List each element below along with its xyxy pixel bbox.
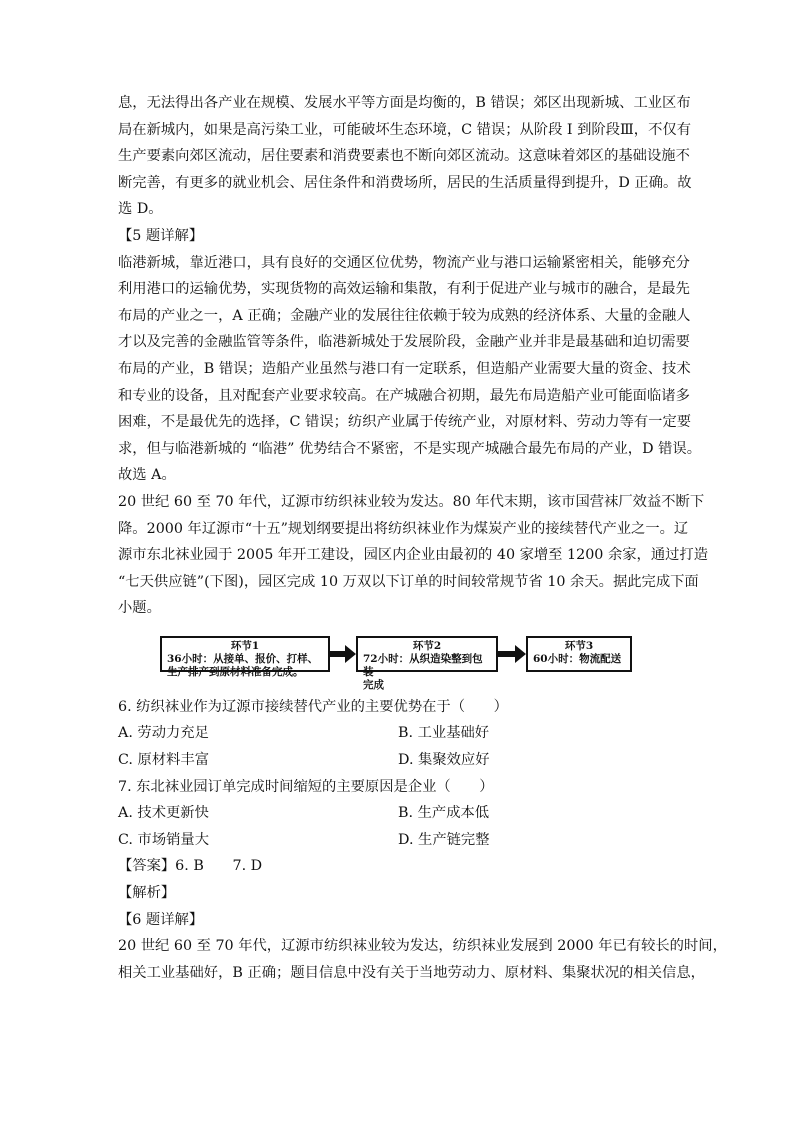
arrow-right-icon bbox=[498, 645, 526, 663]
option-row bbox=[118, 827, 678, 854]
step-3-title: 环节3 bbox=[564, 639, 594, 652]
text-line: 故选 A。 bbox=[118, 467, 176, 484]
step-2-line-2: 完成 bbox=[363, 678, 384, 691]
option-b: B. 生产成本低 bbox=[398, 805, 490, 822]
question-7 bbox=[118, 774, 678, 854]
option-c: C. 市场销量大 bbox=[118, 831, 210, 848]
option-a: A. 技术更新快 bbox=[118, 805, 209, 822]
text-line: 小题。 bbox=[118, 600, 161, 617]
q5-detail-header: 【5 题详解】 bbox=[118, 227, 204, 244]
step-1-title: 环节1 bbox=[230, 639, 260, 652]
option-row bbox=[118, 800, 678, 827]
option-a: A. 劳动力充足 bbox=[118, 725, 209, 742]
text-line: 利用港口的运输优势，实现货物的高效运输和集散，有利于促进产业与城市的融合，是最先 bbox=[118, 281, 690, 298]
text-line: 源市东北袜业园于 2005 年开工建设，园区内企业由最初的 40 家增至 1200 余家，通过打造 bbox=[118, 547, 709, 564]
text-line: 布局的产业之一，A 正确；金融产业的发展往往依赖于较为成熟的经济体系、大量的金融人 bbox=[118, 307, 691, 324]
text-line: 局在新城内，如果是高污染工业，可能破坏生态环境，C 错误；从阶段 I 到阶段Ⅲ，不仅有 bbox=[118, 121, 691, 138]
answer-line: 【答案】6. B 7. D bbox=[118, 858, 263, 875]
supply-chain-diagram bbox=[118, 632, 678, 694]
option-c: C. 原材料丰富 bbox=[118, 752, 210, 769]
paragraph-1 bbox=[118, 90, 692, 223]
text-line: 20 世纪 60 至 70 年代，辽源市纺织袜业较为发达，纺织袜业发展到 2000 年已有较长的时间， bbox=[118, 938, 727, 955]
step-1-line-1: 36小时：从接单、报价、打样、 bbox=[167, 652, 319, 665]
question-stem: 7. 东北袜业园订单完成时间缩短的主要原因是企业（ ） bbox=[118, 778, 494, 795]
text-line: 降。2000 年辽源市“十五”规划纲要提出将纺织袜业作为煤炭产业的接续替代产业之一。辽 bbox=[118, 520, 689, 537]
option-d: D. 生产链完整 bbox=[398, 831, 490, 848]
text-line: 选 D。 bbox=[118, 201, 163, 218]
step-3-box bbox=[526, 636, 632, 672]
option-row bbox=[118, 747, 678, 774]
text-line: 20 世纪 60 至 70 年代，辽源市纺织袜业较为发达。80 年代末期，该市国营袜厂效益不断下 bbox=[118, 493, 705, 510]
step-1-line-2: 生产排产到原材料准备完成。 bbox=[167, 665, 304, 678]
question-stem: 6. 纺织袜业作为辽源市接续替代产业的主要优势在于（ ） bbox=[118, 698, 508, 715]
text-line: 生产要素向郊区流动，居住要素和消费要素也不断向郊区流动。这意味着郊区的基础设施不 bbox=[118, 148, 690, 165]
paragraph-2 bbox=[118, 250, 701, 489]
step-1-box bbox=[160, 636, 330, 678]
text-line: “七天供应链”(下图)，园区完成 10 万双以下订单的时间较常规节省 10 余天。据此完成下面 bbox=[118, 573, 699, 590]
text-line: 和专业的设备，且对配套产业要求较高。在产城融合初期，最先布局造船产业可能面临诸多 bbox=[118, 387, 690, 404]
option-b: B. 工业基础好 bbox=[398, 725, 490, 742]
text-line: 困难，不是最优先的选择，C 错误；纺织产业属于传统产业，对原材料、劳动力等有一定要 bbox=[118, 414, 692, 431]
text-line: 才以及完善的金融监管等条件，临港新城处于发展阶段，金融产业并非是最基础和迫切需要 bbox=[118, 334, 690, 351]
paragraph-4 bbox=[118, 933, 727, 986]
analysis-header: 【解析】 bbox=[118, 885, 176, 902]
arrow-right-icon bbox=[330, 645, 356, 663]
document-page bbox=[118, 90, 727, 986]
step-2-box bbox=[356, 636, 498, 691]
text-line: 布局的产业，B 错误；造船产业虽然与港口有一定联系，但造船产业需要大量的资金、技术 bbox=[118, 360, 691, 377]
question-6 bbox=[118, 694, 678, 774]
step-2-title: 环节2 bbox=[412, 639, 442, 652]
option-row bbox=[118, 720, 678, 747]
text-line: 求，但与临港新城的 “临港” 优势结合不紧密，不是实现产城融合最先布局的产业，D 错误。 bbox=[118, 440, 701, 457]
q6-detail-header: 【6 题详解】 bbox=[118, 911, 204, 928]
step-2-line-1: 72小时：从织造染整到包装 bbox=[363, 652, 483, 678]
text-line: 息，无法得出各产业在规模、发展水平等方面是均衡的，B 错误；郊区出现新城、工业区布 bbox=[118, 95, 691, 111]
option-d: D. 集聚效应好 bbox=[398, 752, 490, 769]
text-line: 临港新城，靠近港口，具有良好的交通区位优势，物流产业与港口运输紧密相关，能够充分 bbox=[118, 254, 690, 271]
paragraph-3 bbox=[118, 489, 709, 622]
text-line: 断完善，有更多的就业机会、居住条件和消费场所，居民的生活质量得到提升，D 正确。故 bbox=[118, 174, 692, 191]
step-3-line-1: 60小时：物流配送 bbox=[533, 652, 622, 665]
text-line: 相关工业基础好，B 正确；题目信息中没有关于当地劳动力、原材料、集聚状况的相关信息， bbox=[118, 964, 705, 981]
